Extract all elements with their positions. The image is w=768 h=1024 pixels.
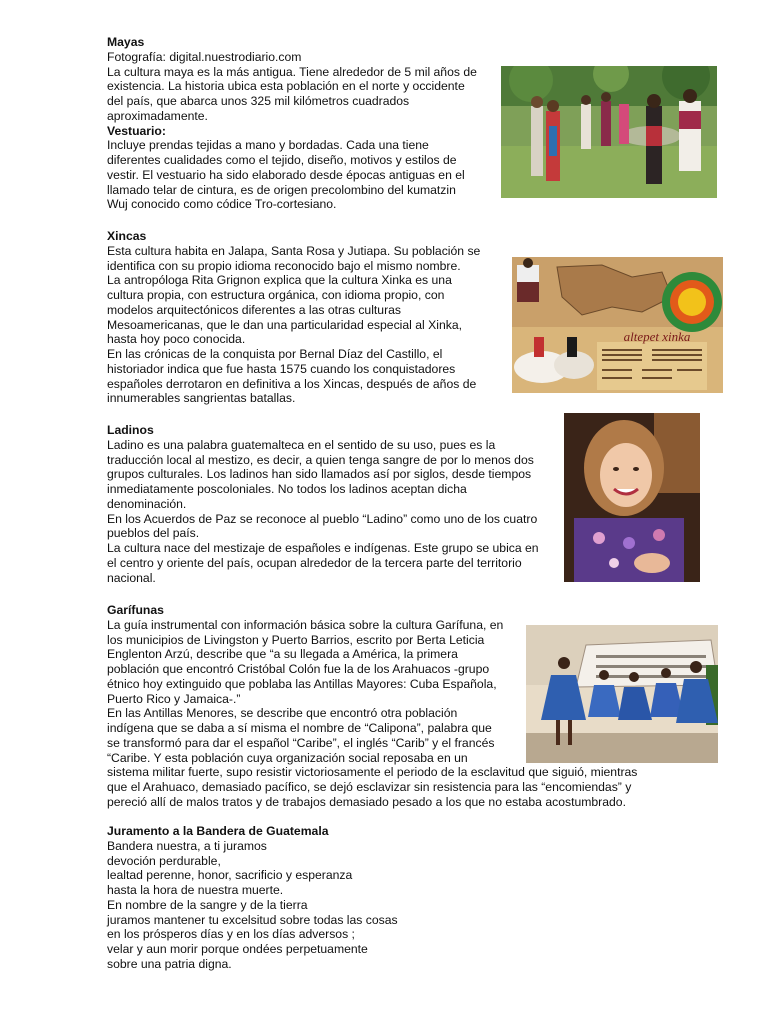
text-line: denominación. xyxy=(107,496,187,511)
text-line: “Caribe. Y esta población cuya organización social reposaba en un xyxy=(107,750,468,765)
text-line: La guía instrumental con información básica sobre la cultura Garífuna, en xyxy=(107,617,504,632)
text-line: En las Antillas Menores, se describe que encontró otra población xyxy=(107,706,458,721)
section-ladinos xyxy=(107,423,539,585)
text-line: La cultura maya es la más antigua. Tiene alrededor de 5 mil años de xyxy=(107,64,477,79)
text-line: grupos culturales. Los ladinos han sido llamados así por siglos, desde tiempos xyxy=(107,467,532,482)
poster-title: altepet xinka xyxy=(623,329,691,344)
poem-line: En nombre de la sangre y de la tierra xyxy=(107,897,308,912)
text-line: españoles derrotaron en definitiva a los Xincas, después de años de xyxy=(107,376,477,391)
text-line: Englenton Arzú, describe que “a su llegada a América, la primera xyxy=(107,647,458,662)
text-line: existencia. La historia ubica esta población en el norte y occidente xyxy=(107,79,465,94)
text-line: llamado telar de cintura, es de origen precolombino del kumatzin xyxy=(107,182,456,197)
text-line: Puerto Rico y Jamaica-.” xyxy=(107,691,241,706)
text-line: Esta cultura habita en Jalapa, Santa Rosa y Jutiapa. Su población se xyxy=(107,243,481,258)
text-line: Incluye prendas tejidas a mano y bordadas. Cada una tiene xyxy=(107,138,429,153)
text-line: nacional. xyxy=(107,570,156,585)
text-line: el centro y oriente del país, ocupan alrededor de la tercera parte del territorio xyxy=(107,555,522,570)
text-line: diferentes cualidades como el tejido, diseño, motivos y estilos de xyxy=(107,153,457,167)
text-line: pereció allí de malos tratos y de trabajos demasiado pesado a los que no estaba acostumbrado. xyxy=(107,794,626,809)
text-line: identifica con su propio idioma reconocido bajo el mismo nombre. xyxy=(107,258,461,273)
ladinos-photo xyxy=(564,413,700,582)
text-line: hasta hoy poco conocida. xyxy=(107,332,246,347)
text-line: población que encontró Cristóbal Colón fue la de los Arahuacos -grupo xyxy=(107,662,490,676)
text-line: aproximadamente. xyxy=(107,108,208,123)
text-line: vestir. El vestuario ha sido elaborado desde épocas antiguas en el xyxy=(107,167,465,182)
text-line: En los Acuerdos de Paz se reconoce al pueblo “Ladino” como uno de los cuatro xyxy=(107,511,538,526)
text-line: étnico hoy extinguido que poblaba las Antillas Mayores: Cuba Española, xyxy=(107,676,497,691)
text-line: del país, que abarca unos 325 mil kilómetros cuadrados xyxy=(107,94,410,108)
text-line: inmediatamente poscoloniales. No todos los ladinos aceptan dicha xyxy=(107,482,467,496)
poem-line: Bandera nuestra, a ti juramos xyxy=(107,838,267,853)
mayas-photo xyxy=(501,66,717,198)
text-line: cultura propia, con estructura orgánica, con idioma propio, con xyxy=(107,288,445,302)
section-title: Juramento a la Bandera de Guatemala xyxy=(107,824,329,838)
subsection-title: Vestuario: xyxy=(107,123,166,138)
section-title: Mayas xyxy=(107,35,145,49)
text-line: traducción local al mestizo, es decir, a quien tenga sangre de por lo menos dos xyxy=(107,452,534,467)
text-line: La antropóloga Rita Grignon explica que la cultura Xinka es una xyxy=(107,273,452,288)
poem-line: lealtad perenne, honor, sacrificio y esperanza xyxy=(107,868,353,883)
poem-line: en los prósperos días y en los días adversos ; xyxy=(107,927,355,942)
section-title: Garífunas xyxy=(107,603,164,617)
text-line: En las crónicas de la conquista por Bernal Díaz del Castillo, el xyxy=(107,347,443,361)
poem-line: juramos mantener tu excelsitud sobre todas las cosas xyxy=(107,912,398,927)
poem-line: sobre una patria digna. xyxy=(107,956,232,971)
text-line: La cultura nace del mestizaje de españoles e indígenas. Este grupo se ubica en xyxy=(107,541,539,555)
text-line: los municipios de Livingston y Puerto Barrios, escrito por Berta Leticia xyxy=(107,632,485,647)
text-line: sistema militar fuerte, supo resistir victoriosamente el periodo de la esclavitud que siguió, mientras xyxy=(107,765,638,780)
poem-line: hasta la hora de nuestra muerte. xyxy=(107,883,284,897)
text-line: innumerables sangrientas batallas. xyxy=(107,391,296,406)
section-mayas xyxy=(107,35,477,212)
garifunas-photo xyxy=(526,625,718,763)
text-line: modelos arquitectónicos diferentes a las otras culturas xyxy=(107,302,402,317)
text-line: Mesoamericanas, que le dan una particularidad especial al Xinka, xyxy=(107,317,463,332)
text-line: pueblos del país. xyxy=(107,526,200,541)
poem-line: devoción perdurable, xyxy=(107,853,221,868)
section-title: Xincas xyxy=(107,229,147,243)
text-line: Ladino es una palabra guatemalteca en el sentido de su uso, pues es la xyxy=(107,437,496,452)
text-line: Wuj conocido como códice Tro-cortesiano. xyxy=(107,197,337,212)
text-line: Fotografía: digital.nuestrodiario.com xyxy=(107,49,302,64)
section-juramento xyxy=(107,824,398,972)
xinka-poster xyxy=(512,257,723,393)
text-line: indígena que se daba a sí misma el nombre de “Calipona”, palabra que xyxy=(107,721,492,735)
text-line: se transformó para dar el español “Caribe”, el inglés “Carib” y el francés xyxy=(107,735,495,750)
section-xincas xyxy=(107,229,480,406)
text-line: historiador indica que fue hasta 1575 cuando los conquistadores xyxy=(107,361,456,376)
text-line: que el Arahuaco, demasiado pacífico, se dejó esclavizar sin resistencia para las “encomiendas” y xyxy=(107,780,632,794)
section-title: Ladinos xyxy=(107,423,154,437)
poem-line: velar y aun morir porque ondées perpetuamente xyxy=(107,942,368,956)
